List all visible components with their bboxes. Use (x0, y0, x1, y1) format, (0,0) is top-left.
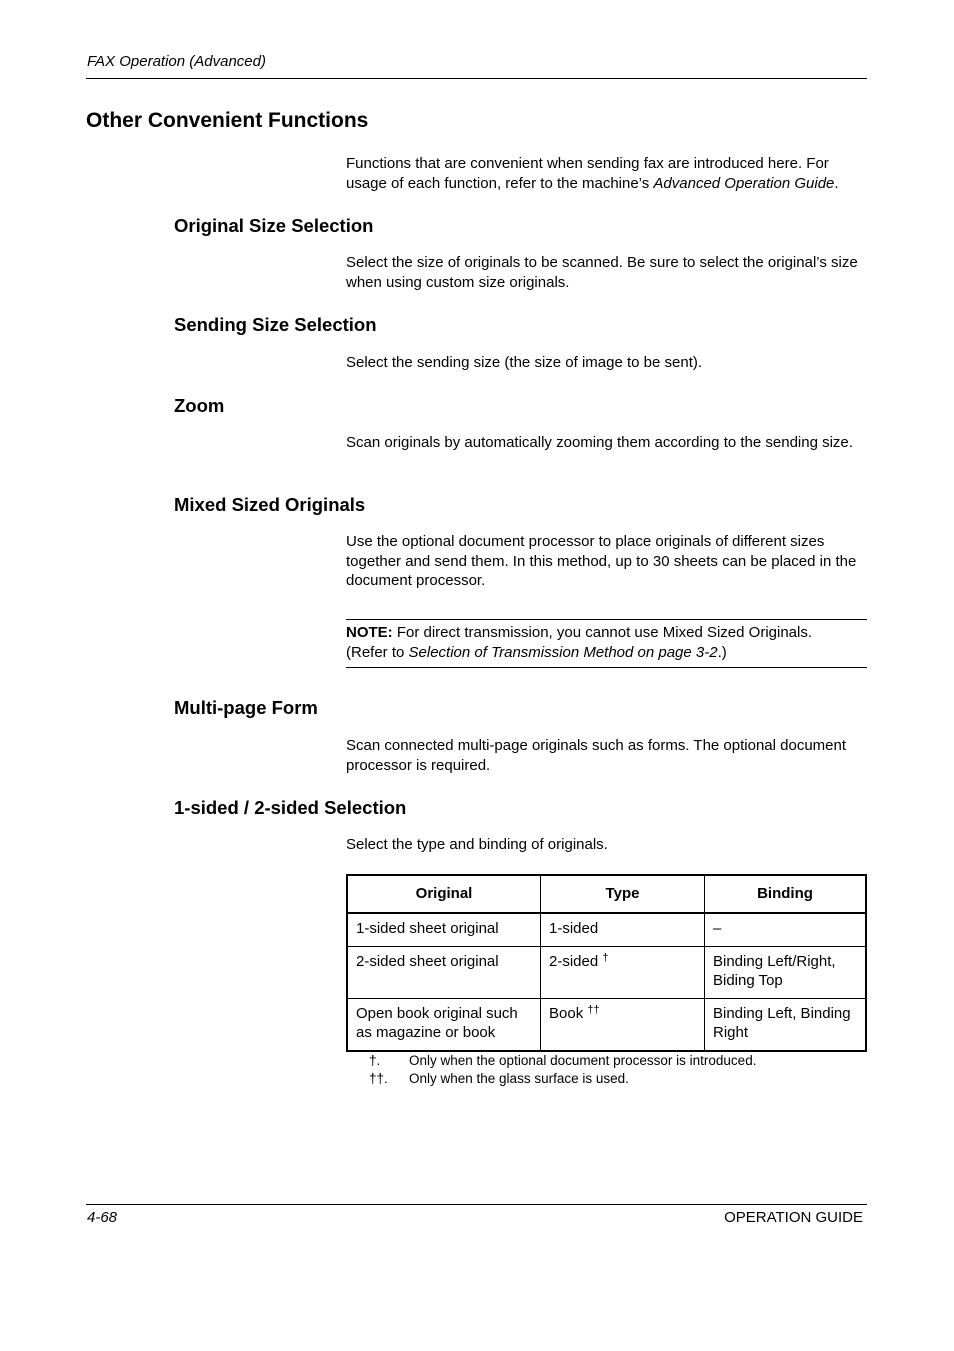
footnote-1 (369, 1053, 869, 1071)
topic-heading-sided: 1-sided / 2-sided Selection (174, 797, 407, 818)
topic-heading-zoom: Zoom (174, 395, 225, 416)
footnote-text: Only when the optional document processor is introduced. (409, 1053, 757, 1068)
footer-rule (86, 1204, 867, 1205)
note-box: NOTE: For direct transmission, you cannot use Mixed Sized Originals. (Refer to Selection of Transmission Method on page 3-2.) (346, 624, 813, 661)
footnote-mark: †. (369, 1053, 381, 1068)
header-rule (86, 78, 867, 79)
running-header: FAX Operation (Advanced) (87, 53, 266, 70)
cell-type: Book †† (541, 998, 705, 1051)
cell-binding: Binding Left/Right, Biding Top (705, 946, 867, 998)
column-header-type: Type (541, 875, 705, 913)
note-bottom-rule (346, 667, 867, 668)
topic-heading-mixed-sized: Mixed Sized Originals (174, 494, 366, 515)
table-row (347, 913, 866, 946)
footnote-text: Only when the glass surface is used. (409, 1071, 629, 1086)
note-text: For direct transmission, you cannot use Mixed Sized Originals. (392, 624, 813, 641)
advanced-guide-reference: Advanced Operation Guide (653, 174, 835, 192)
footnote-2 (369, 1071, 869, 1089)
topic-heading-original-size: Original Size Selection (174, 215, 374, 236)
cell-type: 2-sided † (541, 946, 705, 998)
topic-text-sided: Select the type and binding of originals. (346, 836, 608, 853)
sided-selection-table (346, 874, 867, 1052)
table-row (347, 998, 866, 1051)
column-header-binding: Binding (705, 875, 867, 913)
footnote-mark: ††. (369, 1071, 388, 1086)
cell-binding: Binding Left, Binding Right (705, 998, 867, 1051)
topic-text-zoom: Scan originals by automatically zooming them according to the sending size. (346, 434, 853, 451)
note-reference[interactable]: Selection of Transmission Method on page 3-2 (408, 643, 718, 661)
table-row (347, 946, 866, 998)
column-header-original: Original (347, 875, 541, 913)
cell-original: 1-sided sheet original (347, 913, 541, 946)
topic-heading-multi-page: Multi-page Form (174, 697, 318, 718)
cell-binding: – (705, 913, 867, 946)
topic-text-original-size: Select the size of originals to be scanned. Be sure to select the original’s size when using custom size originals. (346, 254, 858, 291)
topic-heading-sending-size: Sending Size Selection (174, 314, 377, 335)
note-label: NOTE: (346, 624, 393, 641)
footnote-mark: † (602, 951, 609, 964)
topic-text-multi-page: Scan connected multi-page originals such as forms. The optional document processor is required. (346, 737, 847, 774)
page-number: 4-68 (87, 1209, 118, 1226)
section-intro: Functions that are convenient when sending fax are introduced here. For usage of each function, refer to the machine’s Advanced Operation Guide. (346, 155, 839, 192)
guide-name: OPERATION GUIDE (724, 1209, 863, 1226)
note-top-rule (346, 619, 867, 620)
cell-original: 2-sided sheet original (347, 946, 541, 998)
footnote-mark: †† (587, 1003, 600, 1016)
cell-original: Open book original such as magazine or book (347, 998, 541, 1051)
topic-text-sending-size: Select the sending size (the size of image to be sent). (346, 354, 703, 371)
table-header-row (347, 875, 866, 913)
topic-text-mixed-sized: Use the optional document processor to place originals of different sizes together and send them. In this method, up to 30 sheets can be placed in the document processor. (346, 533, 857, 589)
cell-type: 1-sided (541, 913, 705, 946)
section-title: Other Convenient Functions (86, 109, 369, 132)
